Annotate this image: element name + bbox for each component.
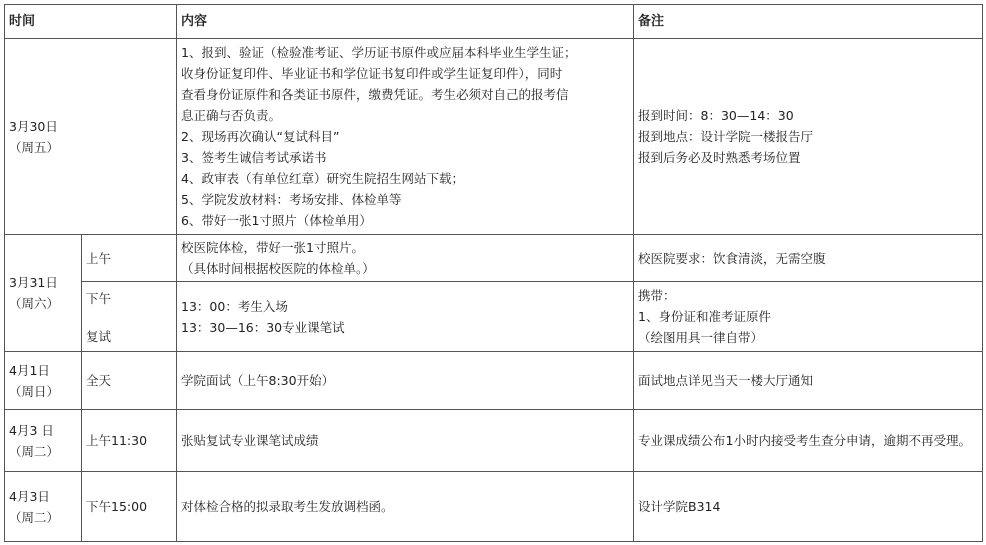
date-cell (5, 352, 82, 410)
content-line: 收身份证复印件、毕业证书和学位证书复印件或学生证复印件），同时 (181, 66, 563, 81)
period-text: 复试 (86, 329, 112, 344)
date-cell (5, 472, 82, 542)
note-line: （绘图用具一律自带） (638, 330, 764, 345)
period-text: 下午 (86, 291, 112, 306)
note-line: 专业课成绩公布1小时内接受考生查分申请，逾期不再受理。 (638, 433, 971, 448)
note-line: 报到地点：设计学院一楼报告厅 (638, 129, 814, 144)
period-cell: 下午15:00 (82, 472, 177, 542)
content-line: 3、签考生诚信考试承诺书 (181, 150, 327, 165)
note-line: 设计学院B314 (638, 499, 721, 514)
content-line: 6、带好一张1寸照片（体检单用） (181, 213, 372, 228)
header-content: 内容 (177, 5, 634, 39)
note-cell (634, 472, 983, 542)
period-cell: 上午11:30 (82, 410, 177, 472)
note-line: 报到时间：8：30—14：30 (638, 108, 794, 123)
weekday-text: （周二） (9, 509, 60, 525)
content-cell (177, 352, 634, 410)
date-text: 4月3 日 (9, 422, 54, 438)
content-line: 5、学院发放材料：考场安排、体检单等 (181, 192, 402, 207)
period-cell (82, 282, 177, 352)
date-cell (5, 410, 82, 472)
note-line: 面试地点详见当天一楼大厅通知 (638, 373, 814, 388)
date-text: 4月1日 (9, 362, 50, 378)
note-line: 校医院要求：饮食清淡，无需空腹 (638, 250, 826, 266)
weekday-text: （周日） (9, 383, 60, 399)
note-cell (634, 282, 983, 352)
content-line: 2、现场再次确认“复试科目” (181, 129, 340, 144)
content-cell (177, 39, 634, 235)
table-row (5, 472, 983, 542)
schedule-table (4, 4, 983, 542)
content-cell (177, 472, 634, 542)
table-row (5, 282, 983, 352)
note-cell (634, 39, 983, 235)
note-line: 报到后务必及时熟悉考场位置 (638, 150, 801, 165)
weekday-text: （周五） (9, 139, 60, 155)
period-cell: 全天 (82, 352, 177, 410)
date-cell (5, 39, 177, 235)
table-row (5, 352, 983, 410)
content-cell (177, 282, 634, 352)
note-cell (634, 235, 983, 282)
content-line: 查看身份证原件和各类证书原件，缴费凭证。考生必须对自己的报考信 (181, 87, 569, 102)
content-cell (177, 235, 634, 282)
content-cell (177, 410, 634, 472)
date-text: 4月3日 (9, 488, 50, 504)
content-line: 4、政审表（有单位红章）研究生院招生网站下载； (181, 171, 464, 186)
table-row (5, 39, 983, 235)
header-row (5, 5, 983, 39)
date-cell (5, 235, 82, 352)
content-line: 学院面试（上午8:30开始） (181, 373, 335, 388)
date-text: 3月31日 (9, 275, 58, 290)
note-cell (634, 410, 983, 472)
content-line: 1、报到、验证（检验准考证、学历证书原件或应届本科毕业生学生证； (181, 45, 577, 60)
content-line: 校医院体检，带好一张1寸照片。 (181, 240, 364, 255)
content-line: 张贴复试专业课笔试成绩 (181, 433, 319, 448)
date-text: 3月30日 (9, 118, 58, 134)
table-row (5, 235, 983, 282)
weekday-text: （周二） (9, 443, 60, 459)
note-cell (634, 352, 983, 410)
content-line: 息正确与否负责。 (181, 108, 282, 123)
content-line: （具体时间根据校医院的体检单。） (181, 261, 375, 276)
period-cell: 上午 (82, 235, 177, 282)
content-line: 13：30—16：30专业课笔试 (181, 319, 345, 335)
table-row (5, 410, 983, 472)
note-line: 携带： (638, 288, 676, 303)
weekday-text: （周六） (9, 296, 60, 311)
content-line: 对体检合格的拟录取考生发放调档函。 (181, 499, 394, 514)
content-line: 13：00：考生入场 (181, 298, 288, 314)
header-note: 备注 (634, 5, 983, 39)
note-line: 1、身份证和准考证原件 (638, 309, 771, 324)
header-time: 时间 (5, 5, 177, 39)
